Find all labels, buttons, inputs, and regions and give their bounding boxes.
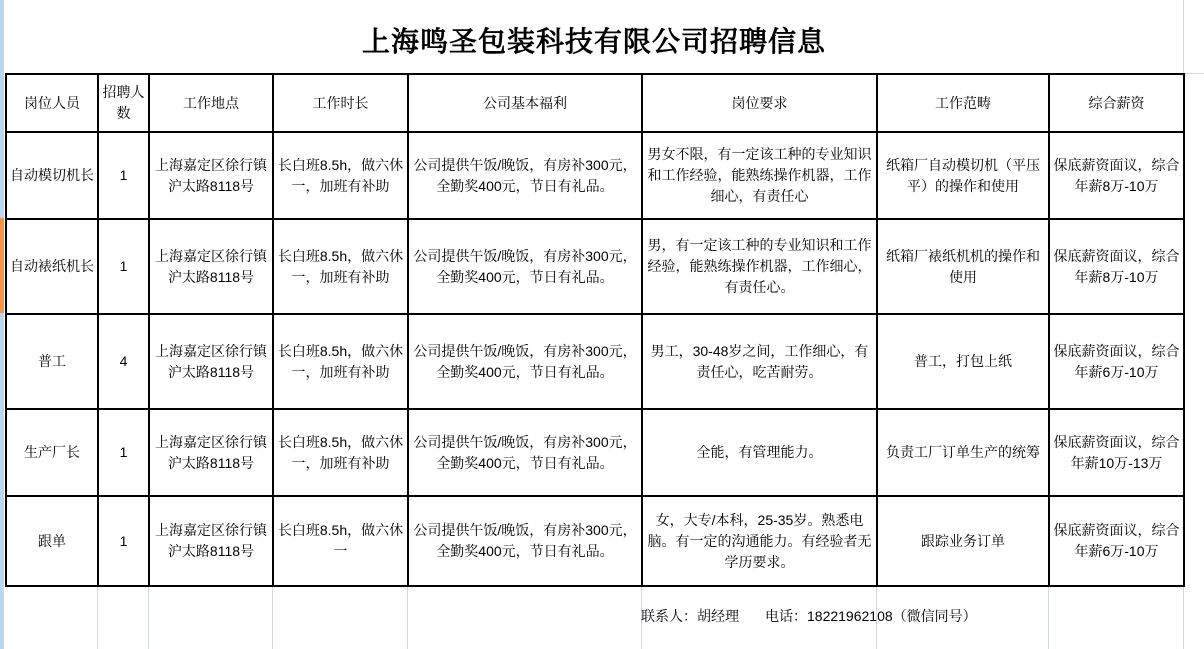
cell-benefits[interactable]: 公司提供午饭/晚饭，有房补300元，全勤奖400元，节日有礼品。 (408, 409, 642, 496)
cell-hours[interactable]: 长白班8.5h，做六休一 (273, 496, 408, 586)
cell-position[interactable]: 普工 (6, 314, 98, 409)
cell-headcount[interactable]: 1 (98, 132, 149, 219)
cell-position[interactable]: 自动裱纸机长 (6, 219, 98, 314)
cell-headcount[interactable]: 1 (98, 409, 149, 496)
cell-hours[interactable]: 长白班8.5h，做六休一，加班有补助 (273, 219, 408, 314)
cell-headcount[interactable]: 1 (98, 496, 149, 586)
cell-location[interactable]: 上海嘉定区徐行镇沪太路8118号 (149, 132, 273, 219)
cell-salary[interactable]: 保底薪资面议，综合年薪6万-10万 (1049, 314, 1184, 409)
column-header-hours[interactable]: 工作时长 (273, 74, 408, 132)
cell-hours[interactable]: 长白班8.5h，做六休一，加班有补助 (273, 409, 408, 496)
cell-requirements[interactable]: 全能，有管理能力。 (642, 409, 877, 496)
gridline-vertical-below-2 (148, 585, 149, 649)
gridline-vertical-right-top (1183, 0, 1184, 73)
cell-benefits[interactable]: 公司提供午饭/晚饭，有房补300元，全勤奖400元，节日有礼品。 (408, 219, 642, 314)
cell-salary[interactable]: 保底薪资面议，综合年薪10万-13万 (1049, 409, 1184, 496)
gridline-vertical-below-3 (272, 585, 273, 649)
row-accent-strip-blue-bottom (0, 313, 4, 649)
contact-person: 联系人：胡经理 (641, 608, 739, 624)
cell-scope[interactable]: 纸箱厂自动模切机（平压平）的操作和使用 (877, 132, 1049, 219)
cell-salary[interactable]: 保底薪资面议，综合年薪6万-10万 (1049, 496, 1184, 586)
cell-scope[interactable]: 普工，打包上纸 (877, 314, 1049, 409)
column-header-scope[interactable]: 工作范畴 (877, 74, 1049, 132)
table-row (6, 132, 1184, 219)
table-row (6, 496, 1184, 586)
gridline-vertical-below-1 (97, 585, 98, 649)
cell-location[interactable]: 上海嘉定区徐行镇沪太路8118号 (149, 496, 273, 586)
column-header-requirements[interactable]: 岗位要求 (642, 74, 877, 132)
column-header-benefits[interactable]: 公司基本福利 (408, 74, 642, 132)
table-row (6, 314, 1184, 409)
cell-position[interactable]: 自动模切机长 (6, 132, 98, 219)
cell-headcount[interactable]: 4 (98, 314, 149, 409)
cell-salary[interactable]: 保底薪资面议，综合年薪8万-10万 (1049, 219, 1184, 314)
row-accent-strip-blue-top (0, 0, 4, 218)
cell-benefits[interactable]: 公司提供午饭/晚饭，有房补300元，全勤奖400元，节日有礼品。 (408, 314, 642, 409)
gridline-vertical-below-8 (1183, 585, 1184, 649)
gridline-horizontal-right (1183, 73, 1204, 74)
cell-hours[interactable]: 长白班8.5h，做六休一，加班有补助 (273, 132, 408, 219)
cell-scope[interactable]: 跟踪业务订单 (877, 496, 1049, 586)
cell-requirements[interactable]: 男，有一定该工种的专业知识和工作经验，能熟练操作机器，工作细心，有责任心。 (642, 219, 877, 314)
table-row (6, 219, 1184, 314)
cell-position[interactable]: 生产厂长 (6, 409, 98, 496)
cell-scope[interactable]: 负责工厂订单生产的统筹 (877, 409, 1049, 496)
cell-requirements[interactable]: 男工，30-48岁之间，工作细心，有责任心，吃苦耐劳。 (642, 314, 877, 409)
cell-hours[interactable]: 长白班8.5h，做六休一，加班有补助 (273, 314, 408, 409)
column-header-position[interactable]: 岗位人员 (6, 74, 98, 132)
cell-location[interactable]: 上海嘉定区徐行镇沪太路8118号 (149, 314, 273, 409)
cell-location[interactable]: 上海嘉定区徐行镇沪太路8118号 (149, 409, 273, 496)
cell-headcount[interactable]: 1 (98, 219, 149, 314)
cell-scope[interactable]: 纸箱厂裱纸机机的操作和使用 (877, 219, 1049, 314)
contact-line (641, 585, 1061, 647)
row-accent-strip-orange (0, 218, 4, 313)
page-title: 上海鸣圣包装科技有限公司招聘信息 (361, 27, 826, 58)
cell-benefits[interactable]: 公司提供午饭/晚饭，有房补300元，全勤奖400元，节日有礼品。 (408, 132, 642, 219)
header-row (6, 74, 1184, 132)
column-header-salary[interactable]: 综合薪资 (1049, 74, 1184, 132)
table-row (6, 409, 1184, 496)
column-header-location[interactable]: 工作地点 (149, 74, 273, 132)
title-row (5, 14, 1183, 66)
column-header-headcount[interactable]: 招聘人数 (98, 74, 149, 132)
gridline-vertical-below-4 (407, 585, 408, 649)
cell-requirements[interactable]: 女，大专/本科，25-35岁。熟悉电脑。有一定的沟通能力。有经验者无学历要求。 (642, 496, 877, 586)
cell-position[interactable]: 跟单 (6, 496, 98, 586)
cell-requirements[interactable]: 男女不限，有一定该工种的专业知识和工作经验，能熟练操作机器，工作细心，有责任心 (642, 132, 877, 219)
cell-salary[interactable]: 保底薪资面议，综合年薪8万-10万 (1049, 132, 1184, 219)
cell-location[interactable]: 上海嘉定区徐行镇沪太路8118号 (149, 219, 273, 314)
recruitment-table (5, 73, 1185, 587)
cell-benefits[interactable]: 公司提供午饭/晚饭，有房补300元，全勤奖400元，节日有礼品。 (408, 496, 642, 586)
contact-phone: 电话：18221962108（微信同号） (765, 608, 977, 624)
